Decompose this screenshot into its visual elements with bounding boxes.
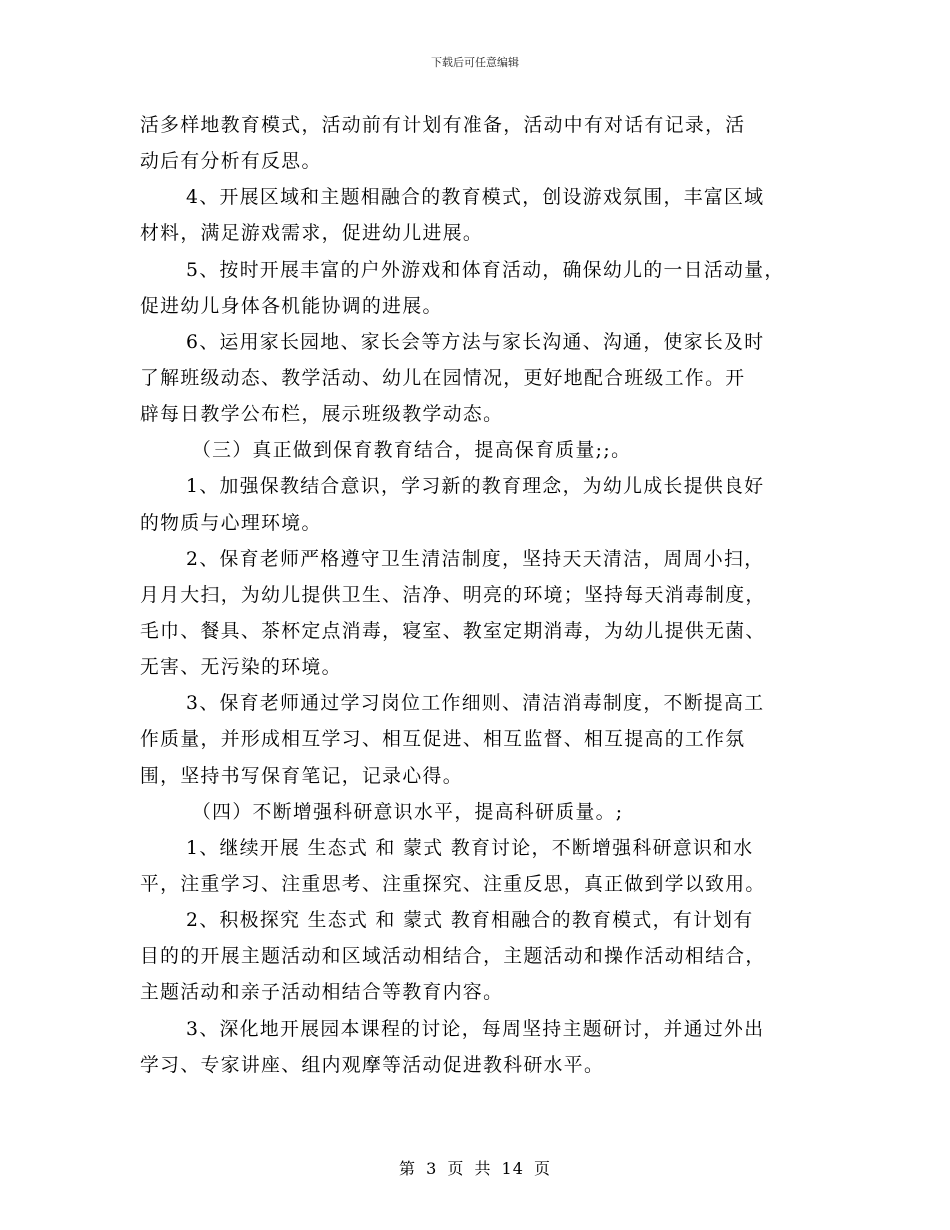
section-heading: （四）不断增强科研意识水平，提高科研质量。; [192, 801, 624, 823]
paragraph-line: 4、开展区域和主题相融合的教育模式，创设游戏氛围，丰富区域 [186, 187, 765, 209]
paragraph-line: 平，注重学习、注重思考、注重探究、注重反思，真正做到学以致用。 [140, 873, 766, 895]
paragraph-line: 1、加强保教结合意识，学习新的教育理念，为幼儿成长提供良好 [186, 476, 765, 498]
paragraph-line: 了解班级动态、教学活动、幼儿在园情况，更好地配合班级工作。开 [140, 367, 746, 389]
paragraph-line: 促进幼儿身体各机能协调的进展。 [140, 295, 443, 317]
section-heading: （三）真正做到保育教育结合，提高保育质量;;。 [192, 440, 632, 462]
paragraph-line: 3、保育老师通过学习岗位工作细则、清洁消毒制度，不断提高工 [186, 693, 765, 715]
paragraph-line: 活多样地教育模式，活动前有计划有准备，活动中有对话有记录，活 [140, 115, 746, 136]
paragraph-line: 月月大扫，为幼儿提供卫生、洁净、明亮的环境；坚持每天消毒制度， [140, 584, 766, 606]
paragraph-line: 材料，满足游戏需求，促进幼儿进展。 [140, 223, 484, 245]
paragraph-line: 围，坚持书写保育笔记，记录心得。 [140, 765, 463, 787]
paragraph-line: 主题活动和亲子活动相结合等教育内容。 [140, 982, 504, 1004]
paragraph-line: 动后有分析有反思。 [140, 151, 322, 173]
paragraph-line: 无害、无污染的环境。 [140, 657, 342, 679]
paragraph-line: 6、运用家长园地、家长会等方法与家长沟通、沟通，使家长及时 [186, 331, 765, 353]
paragraph-line: 2、保育老师严格遵守卫生清洁制度，坚持天天清洁，周周小扫， [186, 548, 765, 570]
paragraph-line: 学习、专家讲座、组内观摩等活动促进教科研水平。 [140, 1054, 605, 1076]
paragraph-line: 辟每日教学公布栏，展示班级教学动态。 [140, 404, 504, 426]
paragraph-line: 3、深化地开展园本课程的讨论，每周坚持主题研讨，并通过外出 [186, 1018, 765, 1040]
page-number: 第 3 页 共 14 页 [399, 1159, 551, 1178]
paragraph-line: 1、继续开展 生态式 和 蒙式 教育讨论，不断增强科研意识和水 [186, 837, 754, 859]
paragraph-line: 2、积极探究 生态式 和 蒙式 教育相融合的教育模式，有计划有 [186, 910, 754, 932]
body-text [140, 108, 810, 1084]
header-note: 下载后可任意编辑 [431, 56, 519, 69]
paragraph-line: 毛巾、餐具、茶杯定点消毒，寝室、教室定期消毒，为幼儿提供无菌、 [140, 620, 766, 642]
paragraph-line: 作质量，并形成相互学习、相互促进、相互监督、相互提高的工作氛 [140, 729, 746, 751]
paragraph-line: 目的的开展主题活动和区域活动相结合，主题活动和操作活动相结合， [140, 946, 766, 968]
paragraph-line: 的物质与心理环境。 [140, 512, 322, 534]
paragraph-line: 5、按时开展丰富的户外游戏和体育活动，确保幼儿的一日活动量， [186, 259, 785, 281]
